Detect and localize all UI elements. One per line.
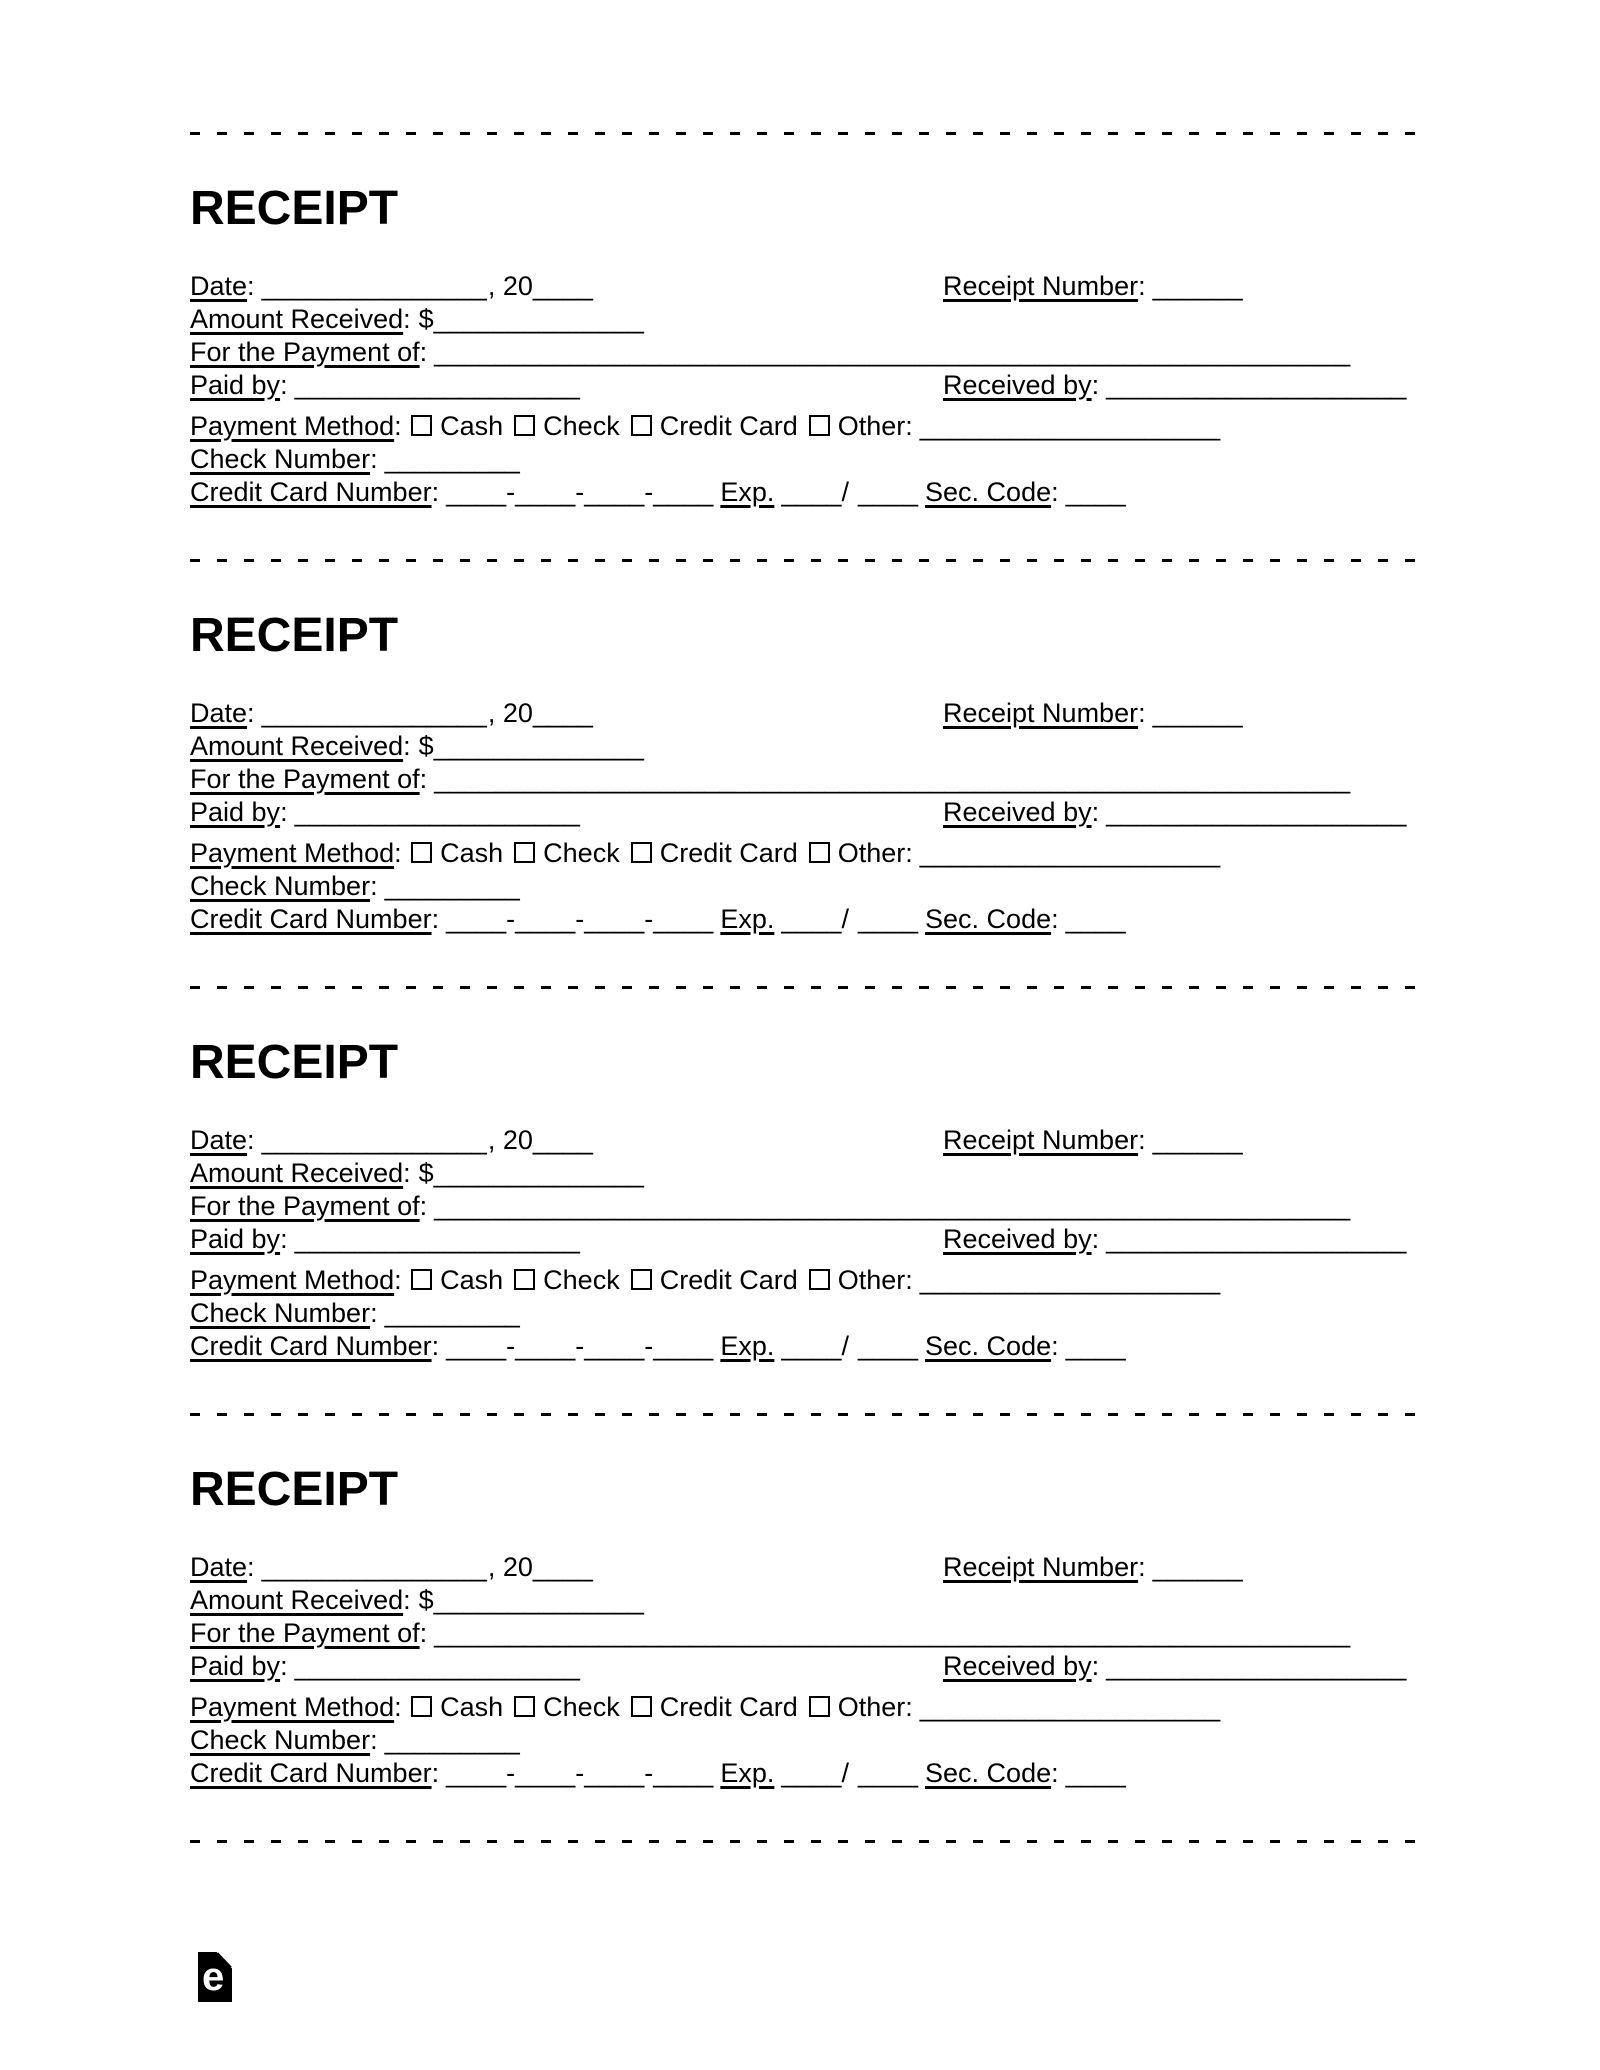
- paid-by-label: Paid by: [190, 370, 281, 400]
- check-number-blank-line: _________: [384, 1298, 520, 1328]
- payment-of-blank-line: _____________________________________________________________: [434, 1618, 1351, 1648]
- check-option-label: Check: [543, 838, 620, 868]
- colon: :: [370, 444, 378, 474]
- other-checkbox-icon: [809, 1696, 830, 1717]
- paid-by-row: [190, 1650, 1430, 1683]
- payment-of-row: [190, 763, 1430, 796]
- receipt-fields: [190, 270, 1430, 509]
- receipt-fields: [190, 1124, 1430, 1363]
- credit-card-blank-line: ____-____-____-____: [446, 1331, 714, 1361]
- credit-card-checkbox-icon: [631, 1269, 652, 1290]
- payment-of-blank-line: _____________________________________________________________: [434, 764, 1351, 794]
- amount-blank-line: ______________: [433, 1585, 644, 1615]
- colon: :: [403, 1585, 411, 1615]
- receipt-title: RECEIPT: [190, 1036, 399, 1089]
- sec-code-label: Sec. Code: [925, 1758, 1052, 1788]
- receipt-block: [190, 132, 1430, 559]
- receipt-fields: [190, 1551, 1430, 1790]
- colon: :: [1138, 1552, 1146, 1582]
- credit-card-row: [190, 476, 1430, 509]
- receipt-fields: [190, 697, 1430, 936]
- colon: :: [403, 731, 411, 761]
- receipt-number-group: [943, 1124, 1243, 1157]
- receipt-number-label: Receipt Number: [943, 1125, 1139, 1155]
- colon: :: [247, 271, 255, 301]
- received-by-label: Received by: [943, 1651, 1092, 1681]
- receipt-number-group: [943, 697, 1243, 730]
- received-by-blank-line: ____________________: [1106, 1651, 1407, 1681]
- exp-year-blank-line: ____: [857, 1331, 919, 1361]
- received-by-group: [943, 1223, 1406, 1256]
- payment-method-label: Payment Method: [190, 411, 395, 441]
- cash-option-label: Cash: [440, 838, 504, 868]
- credit-card-number-label: Credit Card Number: [190, 1758, 432, 1788]
- check-number-row: [190, 870, 1430, 903]
- colon: :: [1138, 271, 1146, 301]
- check-number-row: [190, 443, 1430, 476]
- colon: :: [1091, 1651, 1100, 1681]
- credit-card-checkbox-icon: [631, 1696, 652, 1717]
- colon: :: [280, 797, 288, 827]
- colon: :: [419, 337, 428, 367]
- amount-received-row: [190, 730, 1430, 763]
- date-year-blank-line: ____: [532, 698, 593, 728]
- colon: :: [905, 838, 913, 868]
- paid-by-label: Paid by: [190, 1651, 281, 1681]
- amount-received-label: Amount Received: [190, 1585, 404, 1615]
- received-by-label: Received by: [943, 797, 1092, 827]
- receipt-number-blank-line: ______: [1152, 1552, 1243, 1582]
- received-by-group: [943, 796, 1406, 829]
- receipt-number-label: Receipt Number: [943, 1552, 1139, 1582]
- payment-method-label: Payment Method: [190, 1265, 395, 1295]
- colon: :: [403, 1158, 411, 1188]
- payment-of-row: [190, 336, 1430, 369]
- receipt-title: RECEIPT: [190, 182, 399, 235]
- payment-method-row: [190, 837, 1430, 870]
- received-by-group: [943, 369, 1406, 402]
- date-row: [190, 270, 1430, 303]
- credit-card-number-label: Credit Card Number: [190, 904, 432, 934]
- colon: :: [431, 1331, 440, 1361]
- colon: :: [1091, 797, 1100, 827]
- payment-method-label: Payment Method: [190, 1692, 395, 1722]
- amount-blank-line: ______________: [433, 304, 644, 334]
- receipt-number-group: [943, 1551, 1243, 1584]
- date-blank-line: _______________: [261, 271, 487, 301]
- currency-symbol: $: [418, 1585, 434, 1615]
- amount-blank-line: ______________: [433, 731, 644, 761]
- cash-checkbox-icon: [411, 1696, 432, 1717]
- sec-code-label: Sec. Code: [925, 477, 1052, 507]
- receipt-block: [190, 559, 1430, 986]
- credit-card-number-label: Credit Card Number: [190, 477, 432, 507]
- credit-card-row: [190, 1330, 1430, 1363]
- payment-method-label: Payment Method: [190, 838, 395, 868]
- colon: :: [431, 477, 440, 507]
- paid-by-label: Paid by: [190, 1224, 281, 1254]
- exp-year-blank-line: ____: [857, 1758, 919, 1788]
- exp-label: Exp.: [720, 477, 775, 507]
- logo-letter: e: [202, 1955, 225, 1999]
- received-by-blank-line: ____________________: [1106, 1224, 1407, 1254]
- exp-separator: /: [841, 904, 849, 934]
- colon: :: [280, 370, 288, 400]
- exp-month-blank-line: ____: [781, 1331, 842, 1361]
- other-blank-line: ____________________: [919, 1265, 1221, 1295]
- credit-card-blank-line: ____-____-____-____: [446, 904, 714, 934]
- colon: :: [431, 904, 440, 934]
- check-number-blank-line: _________: [384, 1725, 520, 1755]
- exp-separator: /: [841, 477, 849, 507]
- colon: :: [905, 1265, 913, 1295]
- payment-of-blank-line: _____________________________________________________________: [434, 1191, 1351, 1221]
- received-by-group: [943, 1650, 1406, 1683]
- colon: :: [280, 1224, 288, 1254]
- colon: :: [905, 1692, 913, 1722]
- paid-by-label: Paid by: [190, 797, 281, 827]
- credit-card-blank-line: ____-____-____-____: [446, 1758, 714, 1788]
- colon: :: [419, 1618, 428, 1648]
- credit-card-option-label: Credit Card: [659, 838, 798, 868]
- cash-checkbox-icon: [411, 415, 432, 436]
- paid-by-blank-line: ___________________: [294, 1224, 580, 1254]
- receipt-number-blank-line: ______: [1152, 1125, 1243, 1155]
- exp-label: Exp.: [720, 1331, 775, 1361]
- credit-card-checkbox-icon: [631, 415, 652, 436]
- credit-card-option-label: Credit Card: [659, 411, 798, 441]
- other-blank-line: ____________________: [919, 411, 1221, 441]
- sec-code-label: Sec. Code: [925, 904, 1052, 934]
- payment-method-row: [190, 1264, 1430, 1297]
- date-year-blank-line: ____: [532, 271, 593, 301]
- colon: :: [394, 1265, 402, 1295]
- colon: :: [1051, 904, 1059, 934]
- date-label: Date: [190, 698, 248, 728]
- date-row: [190, 1551, 1430, 1584]
- exp-month-blank-line: ____: [781, 1758, 842, 1788]
- colon: :: [247, 698, 255, 728]
- paid-by-blank-line: ___________________: [294, 1651, 580, 1681]
- other-checkbox-icon: [809, 842, 830, 863]
- sec-code-blank-line: ____: [1065, 1758, 1126, 1788]
- paid-by-blank-line: ___________________: [294, 797, 580, 827]
- exp-month-blank-line: ____: [781, 904, 842, 934]
- payment-of-label: For the Payment of: [190, 764, 420, 794]
- credit-card-option-label: Credit Card: [659, 1265, 798, 1295]
- cash-option-label: Cash: [440, 1265, 504, 1295]
- date-row: [190, 1124, 1430, 1157]
- check-number-label: Check Number: [190, 1298, 371, 1328]
- eforms-document-logo-icon: [198, 1952, 232, 2002]
- paid-by-row: [190, 1223, 1430, 1256]
- payment-method-row: [190, 1691, 1430, 1724]
- date-year-prefix: , 20: [487, 1552, 533, 1582]
- colon: :: [370, 1298, 378, 1328]
- check-option-label: Check: [543, 1692, 620, 1722]
- credit-card-checkbox-icon: [631, 842, 652, 863]
- check-number-label: Check Number: [190, 871, 371, 901]
- exp-month-blank-line: ____: [781, 477, 842, 507]
- payment-of-label: For the Payment of: [190, 1618, 420, 1648]
- check-checkbox-icon: [514, 415, 535, 436]
- exp-separator: /: [841, 1331, 849, 1361]
- receipt-title: RECEIPT: [190, 609, 399, 662]
- date-year-blank-line: ____: [532, 1125, 593, 1155]
- other-option-label: Other: [837, 1265, 906, 1295]
- colon: :: [280, 1651, 288, 1681]
- receipt-number-label: Receipt Number: [943, 698, 1139, 728]
- other-blank-line: ____________________: [919, 838, 1221, 868]
- credit-card-number-label: Credit Card Number: [190, 1331, 432, 1361]
- colon: :: [1051, 1758, 1059, 1788]
- date-blank-line: _______________: [261, 1552, 487, 1582]
- check-option-label: Check: [543, 411, 620, 441]
- dashed-cut-line: [190, 1840, 1430, 1843]
- date-label: Date: [190, 271, 248, 301]
- payment-of-label: For the Payment of: [190, 1191, 420, 1221]
- credit-card-row: [190, 903, 1430, 936]
- exp-year-blank-line: ____: [857, 477, 919, 507]
- check-option-label: Check: [543, 1265, 620, 1295]
- currency-symbol: $: [418, 304, 434, 334]
- amount-received-label: Amount Received: [190, 1158, 404, 1188]
- date-blank-line: _______________: [261, 698, 487, 728]
- cash-checkbox-icon: [411, 1269, 432, 1290]
- receipt-title: RECEIPT: [190, 1463, 399, 1516]
- received-by-label: Received by: [943, 370, 1092, 400]
- paid-by-blank-line: ___________________: [294, 370, 580, 400]
- colon: :: [394, 838, 402, 868]
- amount-blank-line: ______________: [433, 1158, 644, 1188]
- receipt-number-label: Receipt Number: [943, 271, 1139, 301]
- colon: :: [419, 1191, 428, 1221]
- colon: :: [370, 871, 378, 901]
- check-number-blank-line: _________: [384, 871, 520, 901]
- cash-option-label: Cash: [440, 411, 504, 441]
- cash-checkbox-icon: [411, 842, 432, 863]
- check-number-label: Check Number: [190, 1725, 371, 1755]
- credit-card-row: [190, 1757, 1430, 1790]
- check-number-label: Check Number: [190, 444, 371, 474]
- received-by-blank-line: ____________________: [1106, 370, 1407, 400]
- payment-method-row: [190, 410, 1430, 443]
- other-option-label: Other: [837, 838, 906, 868]
- check-number-row: [190, 1297, 1430, 1330]
- colon: :: [394, 1692, 402, 1722]
- date-label: Date: [190, 1125, 248, 1155]
- colon: :: [1051, 477, 1059, 507]
- colon: :: [403, 304, 411, 334]
- date-row: [190, 697, 1430, 730]
- sec-code-label: Sec. Code: [925, 1331, 1052, 1361]
- other-option-label: Other: [837, 1692, 906, 1722]
- received-by-label: Received by: [943, 1224, 1092, 1254]
- exp-separator: /: [841, 1758, 849, 1788]
- colon: :: [394, 411, 402, 441]
- other-option-label: Other: [837, 411, 906, 441]
- paid-by-row: [190, 796, 1430, 829]
- colon: :: [247, 1552, 255, 1582]
- currency-symbol: $: [418, 731, 434, 761]
- receipt-number-blank-line: ______: [1152, 698, 1243, 728]
- amount-received-row: [190, 1157, 1430, 1190]
- date-year-prefix: , 20: [487, 698, 533, 728]
- other-checkbox-icon: [809, 415, 830, 436]
- colon: :: [247, 1125, 255, 1155]
- received-by-blank-line: ____________________: [1106, 797, 1407, 827]
- check-number-blank-line: _________: [384, 444, 520, 474]
- colon: :: [419, 764, 428, 794]
- receipt-number-blank-line: ______: [1152, 271, 1243, 301]
- colon: :: [1051, 1331, 1059, 1361]
- amount-received-row: [190, 303, 1430, 336]
- colon: :: [1091, 370, 1100, 400]
- check-checkbox-icon: [514, 842, 535, 863]
- credit-card-option-label: Credit Card: [659, 1692, 798, 1722]
- colon: :: [1091, 1224, 1100, 1254]
- colon: :: [905, 411, 913, 441]
- date-year-blank-line: ____: [532, 1552, 593, 1582]
- sec-code-blank-line: ____: [1065, 904, 1126, 934]
- amount-received-row: [190, 1584, 1430, 1617]
- payment-of-blank-line: _____________________________________________________________: [434, 337, 1351, 367]
- date-year-prefix: , 20: [487, 1125, 533, 1155]
- sec-code-blank-line: ____: [1065, 1331, 1126, 1361]
- date-label: Date: [190, 1552, 248, 1582]
- credit-card-blank-line: ____-____-____-____: [446, 477, 714, 507]
- exp-label: Exp.: [720, 904, 775, 934]
- payment-of-label: For the Payment of: [190, 337, 420, 367]
- sec-code-blank-line: ____: [1065, 477, 1126, 507]
- currency-symbol: $: [418, 1158, 434, 1188]
- check-checkbox-icon: [514, 1696, 535, 1717]
- amount-received-label: Amount Received: [190, 731, 404, 761]
- colon: :: [1138, 698, 1146, 728]
- date-blank-line: _______________: [261, 1125, 487, 1155]
- receipt-block: [190, 986, 1430, 1413]
- check-checkbox-icon: [514, 1269, 535, 1290]
- exp-label: Exp.: [720, 1758, 775, 1788]
- colon: :: [370, 1725, 378, 1755]
- exp-year-blank-line: ____: [857, 904, 919, 934]
- payment-of-row: [190, 1617, 1430, 1650]
- payment-of-row: [190, 1190, 1430, 1223]
- receipt-block: [190, 1413, 1430, 1840]
- other-blank-line: ____________________: [919, 1692, 1221, 1722]
- paid-by-row: [190, 369, 1430, 402]
- check-number-row: [190, 1724, 1430, 1757]
- receipt-number-group: [943, 270, 1243, 303]
- colon: :: [431, 1758, 440, 1788]
- amount-received-label: Amount Received: [190, 304, 404, 334]
- other-checkbox-icon: [809, 1269, 830, 1290]
- cash-option-label: Cash: [440, 1692, 504, 1722]
- date-year-prefix: , 20: [487, 271, 533, 301]
- colon: :: [1138, 1125, 1146, 1155]
